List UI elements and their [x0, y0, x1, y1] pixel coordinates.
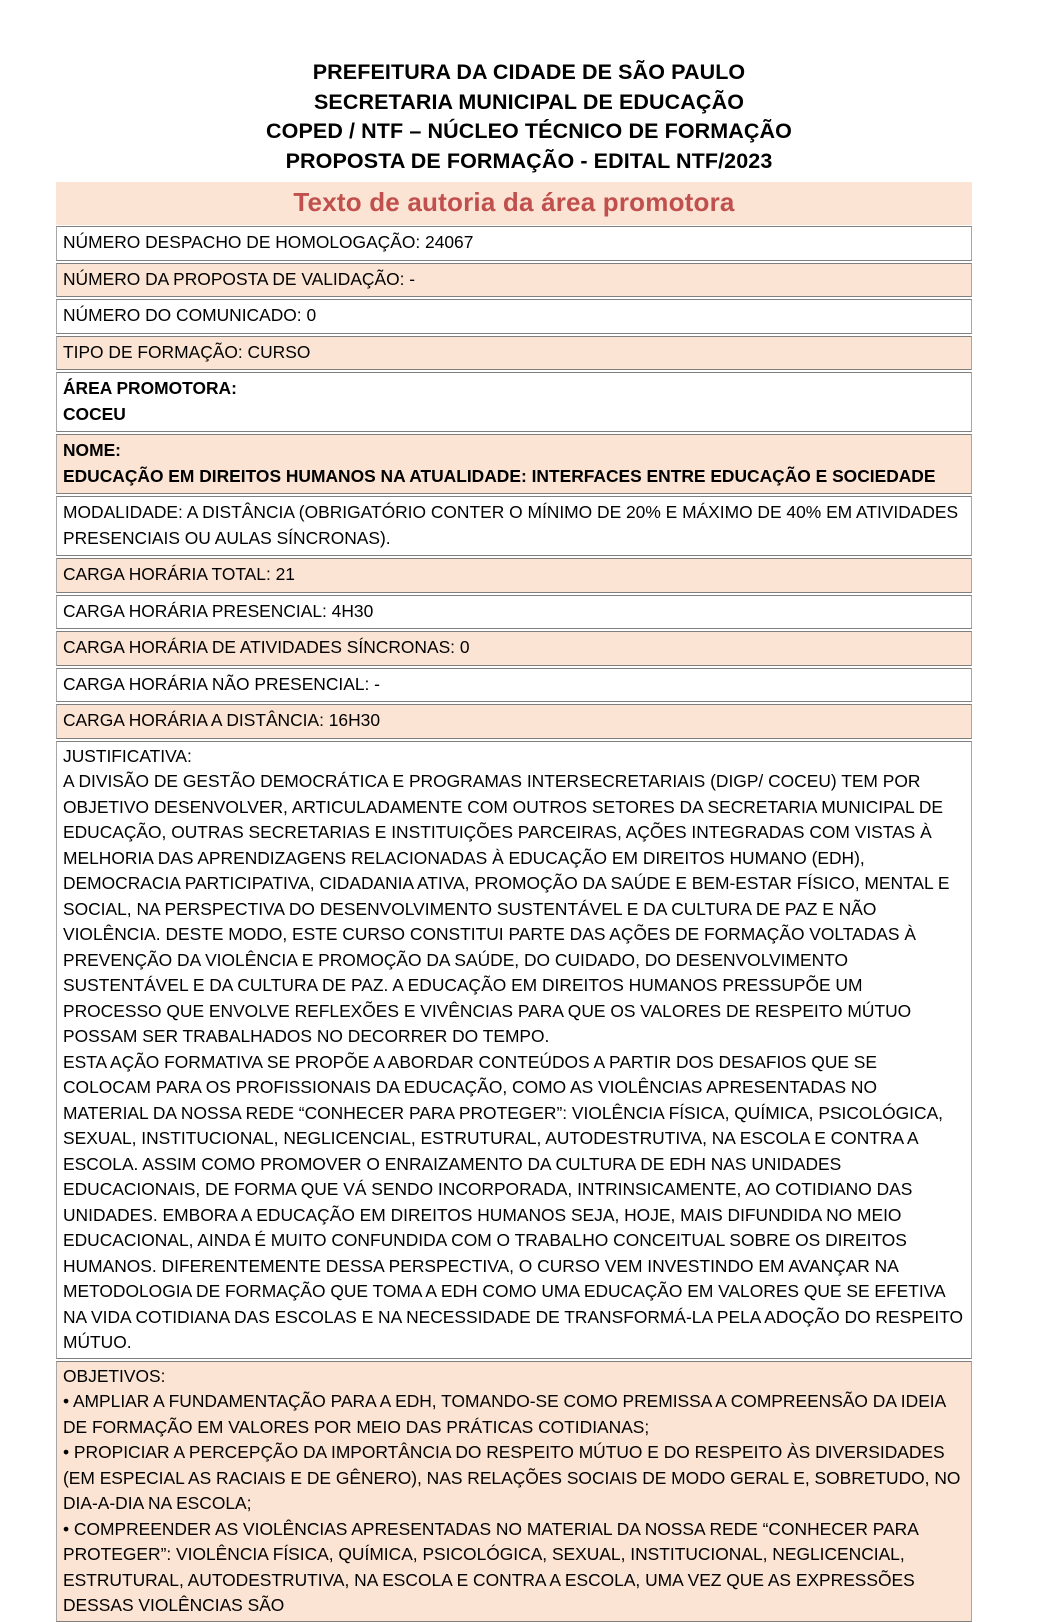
tipo-formacao-text: TIPO DE FORMAÇÃO: CURSO — [63, 341, 311, 362]
justificativa-label: JUSTIFICATIVA: — [63, 745, 192, 766]
carga-horaria-nao-presencial-text: CARGA HORÁRIA NÃO PRESENCIAL: - — [63, 673, 380, 694]
nome-value: EDUCAÇÃO EM DIREITOS HUMANOS NA ATUALIDADE: INTERFACES ENTRE EDUCAÇÃO E SOCIEDADE — [63, 465, 936, 486]
carga-horaria-sincronas-text: CARGA HORÁRIA DE ATIVIDADES SÍNCRONAS: 0 — [63, 637, 470, 657]
modalidade-line-2: PRESENCIAIS OU AULAS SÍNCRONAS). — [63, 527, 391, 548]
row-tipo-formacao — [56, 336, 972, 371]
row-numero-comunicado — [56, 299, 972, 334]
numero-despacho-text: NÚMERO DESPACHO DE HOMOLOGAÇÃO: 24067 — [63, 232, 474, 252]
nome-label: NOME: — [63, 440, 121, 460]
row-justificativa — [56, 741, 972, 1359]
banner-texto-autoria — [56, 182, 972, 225]
numero-comunicado-text: NÚMERO DO COMUNICADO: 0 — [63, 305, 317, 325]
carga-horaria-distancia-text: CARGA HORÁRIA A DISTÂNCIA: 16H30 — [63, 710, 381, 730]
row-numero-proposta-validacao — [56, 263, 972, 298]
row-nome — [56, 434, 972, 494]
justificativa-paragraph-2: ESTA AÇÃO FORMATIVA SE PROPÕE A ABORDAR CONTEÚDOS A PARTIR DOS DESAFIOS QUE SE COLOCAM PARA OS PROFISSIONAIS DA EDUCAÇÃO, COMO AS VIOLÊNCIAS APRESENTADAS NO MATERIAL DA NOSSA REDE “CONHECER PARA PROTEGER”: VIOLÊNCIA FÍSICA, QUÍMICA, PSICOLÓGICA, SEXUAL, INSTITUCIONAL, NEGLICENCIAL, ESTRUTURAL, AUTODESTRUTIVA, NA ESCOLA E CONTRA A ESCOLA. ASSIM COMO PROMOVER O ENRAIZAMENTO DA CULTURA DE EDH NAS UNIDADES EDUCACIONAIS, DE FORMA QUE VÁ SENDO INCORPORADA, INTRINSICAMENTE, AO COTIDIANO DAS UNIDADES. EMBORA A EDUCAÇÃO EM DIREITOS HUMANOS SEJA, HOJE, MAIS DIFUNDIDA NO MEIO EDUCACIONAL, AINDA É MUITO CONFUNDIDA COM O TRABALHO CONCEITUAL SOBRE OS DIREITOS HUMANOS. DIFERENTEMENTE DESSA PERSPECTIVA, O CURSO VEM INVESTINDO EM AVANÇAR NA METODOLOGIA DE FORMAÇÃO QUE TOMA A EDH COMO UMA EDUCAÇÃO EM VALORES QUE SE EFETIVA NA VIDA COTIDIANA DAS ESCOLAS E NA NECESSIDADE DE TRANSFORMÁ-LA PELA ADOÇÃO DO RESPEITO MÚTUO. — [63, 1051, 964, 1352]
proposta-form-table — [56, 182, 972, 1622]
row-numero-despacho — [56, 226, 972, 261]
row-area-promotora — [56, 372, 972, 432]
banner-title: Texto de autoria da área promotora — [293, 187, 735, 217]
row-carga-horaria-presencial — [56, 595, 972, 630]
justificativa-paragraph-1: A DIVISÃO DE GESTÃO DEMOCRÁTICA E PROGRAMAS INTERSECRETARIAIS (DIGP/ COCEU) TEM POR OBJETIVO DESENVOLVER, ARTICULADAMENTE COM OUTROS SETORES DA SECRETARIA MUNICIPAL DE EDUCAÇÃO, OUTRAS SECRETARIAS E INSTITUIÇÕES PARCEIRAS, AÇÕES INTEGRADAS COM VISTAS À MELHORIA DAS APRENDIZAGENS RELACIONADAS À EDUCAÇÃO EM DIREITOS HUMANO (EDH), DEMOCRACIA PARTICIPATIVA, CIDADANIA ATIVA, PROMOÇÃO DA SAÚDE E BEM-ESTAR FÍSICO, MENTAL E SOCIAL, NA PERSPECTIVA DO DESENVOLVIMENTO SUSTENTÁVEL E DA CULTURA DE PAZ E NÃO VIOLÊNCIA. DESTE MODO, ESTE CURSO CONSTITUI PARTE DAS AÇÕES DE FORMAÇÃO VOLTADAS À PREVENÇÃO DA VIOLÊNCIA E PROMOÇÃO DA SAÚDE, DO CUIDADO, DO DESENVOLVIMENTO SUSTENTÁVEL E DA CULTURA DE PAZ. A EDUCAÇÃO EM DIREITOS HUMANOS PRESSUPÕE UM PROCESSO QUE ENVOLVE REFLEXÕES E VIVÊNCIAS PARA QUE OS VALORES DE RESPEITO MÚTUO POSSAM SER TRABALHADOS NO DECORRER DO TEMPO. — [63, 771, 950, 1046]
objetivo-item-3: • COMPREENDER AS VIOLÊNCIAS APRESENTADAS NO MATERIAL DA NOSSA REDE “CONHECER PARA PROTEGER”: VIOLÊNCIA FÍSICA, QUÍMICA, PSICOLÓGICA, SEXUAL, INSTITUCIONAL, NEGLICENCIAL, ESTRUTURAL, AUTODESTRUTIVA, NA ESCOLA E CONTRA A ESCOLA, UMA VEZ QUE AS EXPRESSÕES DESSAS VIOLÊNCIAS SÃO — [63, 1518, 918, 1615]
objetivo-item-1: • AMPLIAR A FUNDAMENTAÇÃO PARA A EDH, TOMANDO-SE COMO PREMISSA A COMPREENSÃO DA IDEIA DE FORMAÇÃO EM VALORES POR MEIO DAS PRÁTICAS COTIDIANAS; — [63, 1391, 946, 1437]
carga-horaria-total-text: CARGA HORÁRIA TOTAL: 21 — [63, 564, 295, 584]
objetivo-item-2: • PROPICIAR A PERCEPÇÃO DA IMPORTÂNCIA DO RESPEITO MÚTUO E DO RESPEITO ÀS DIVERSIDADES (EM ESPECIAL AS RACIAIS E DE GÊNERO), NAS RELAÇÕES SOCIAIS DE MODO GERAL E, SOBRETUDO, NO DIA-A-DIA NA ESCOLA; — [63, 1442, 961, 1513]
area-promotora-value: COCEU — [63, 403, 126, 424]
header-line-prefeitura: PREFEITURA DA CIDADE DE SÃO PAULO — [312, 60, 746, 84]
header-line-proposta-edital: PROPOSTA DE FORMAÇÃO - EDITAL NTF/2023 — [285, 148, 773, 173]
header-line-coped-ntf: COPED / NTF – NÚCLEO TÉCNICO DE FORMAÇÃO — [266, 119, 792, 143]
header-line-secretaria: SECRETARIA MUNICIPAL DE EDUCAÇÃO — [313, 89, 745, 114]
row-objetivos — [56, 1361, 972, 1622]
numero-proposta-validacao-text: NÚMERO DA PROPOSTA DE VALIDAÇÃO: - — [63, 268, 416, 289]
row-carga-horaria-total — [56, 558, 972, 593]
row-carga-horaria-sincronas — [56, 631, 972, 666]
modalidade-line-1: MODALIDADE: A DISTÂNCIA (OBRIGATÓRIO CONTER O MÍNIMO DE 20% E MÁXIMO DE 40% EM ATIVIDADES — [63, 502, 959, 522]
carga-horaria-presencial-text: CARGA HORÁRIA PRESENCIAL: 4H30 — [63, 600, 374, 621]
row-carga-horaria-nao-presencial — [56, 668, 972, 703]
objetivos-label: OBJETIVOS: — [63, 1365, 166, 1386]
row-carga-horaria-distancia — [56, 704, 972, 739]
row-modalidade — [56, 496, 972, 556]
document-header — [0, 0, 1058, 176]
area-promotora-label: ÁREA PROMOTORA: — [63, 378, 237, 398]
